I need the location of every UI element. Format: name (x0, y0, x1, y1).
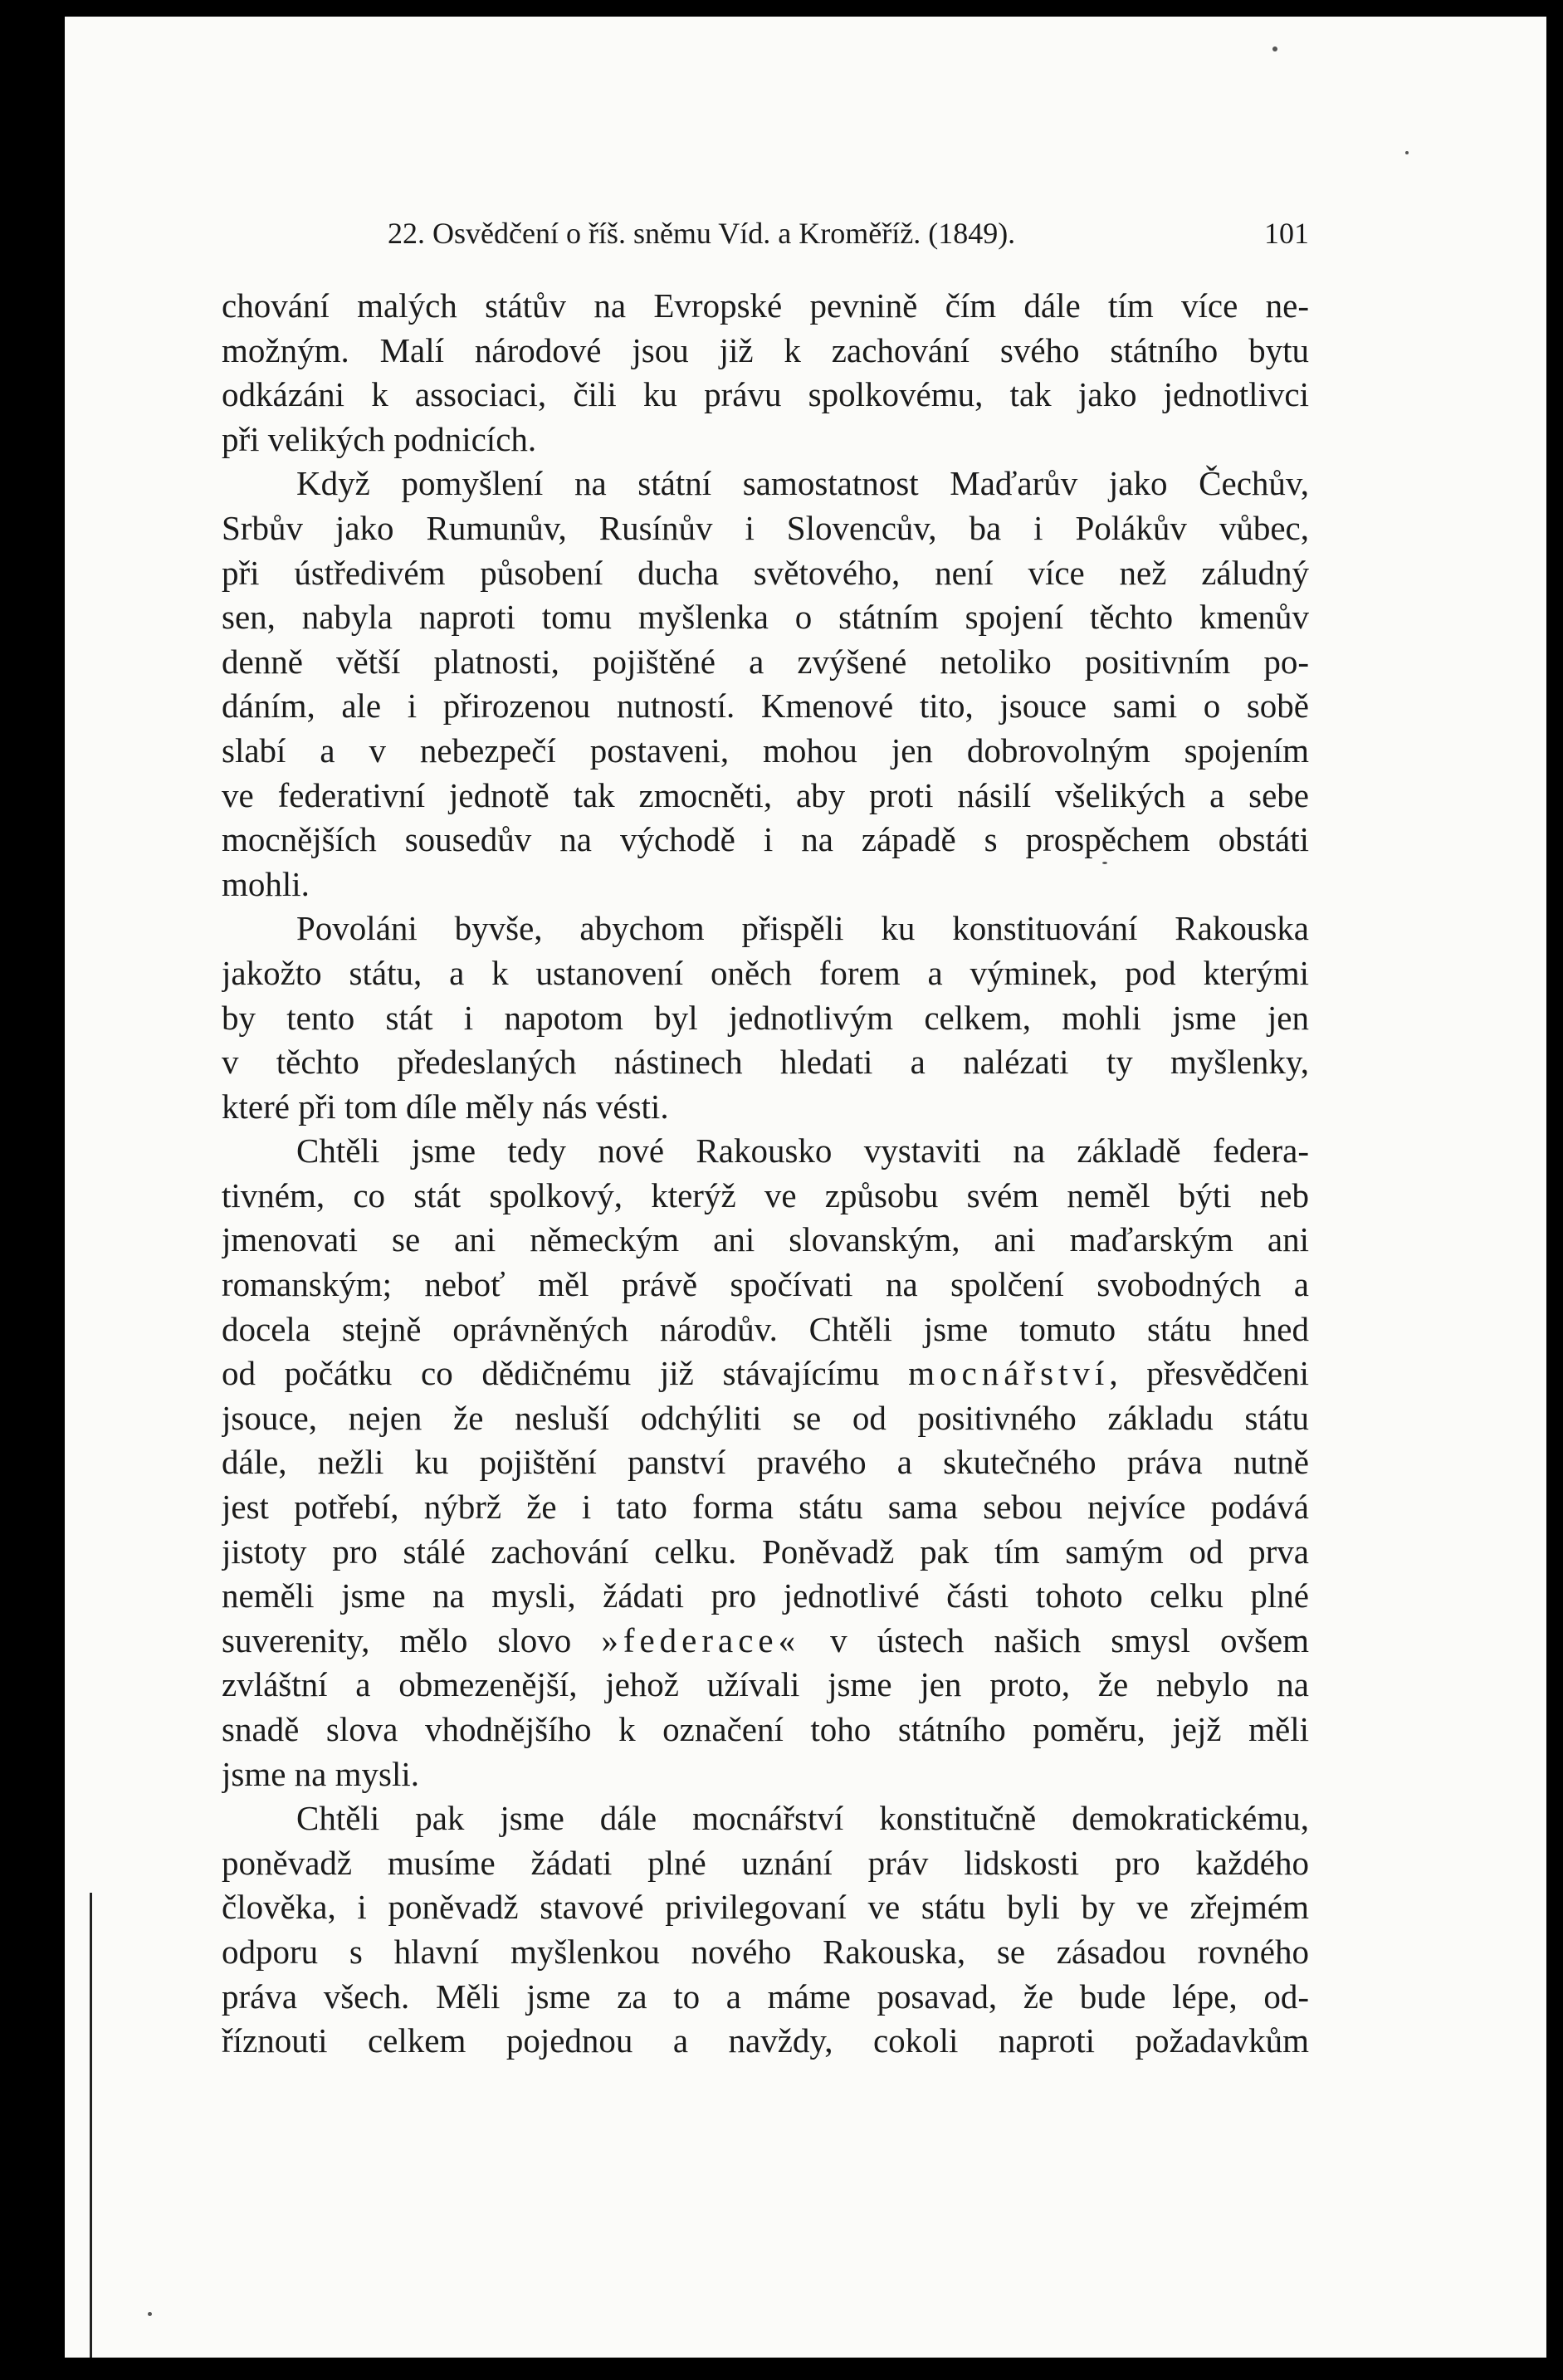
text-line: práva všech. Měli jsme za to a máme posavad, že bude lépe, od- (222, 1977, 1309, 2016)
text-line: jsouce, nejen že nesluší odchýliti se od positivného základu státu (222, 1398, 1309, 1437)
text-line-monarchy (222, 1351, 1309, 1396)
text-line: mohli. (222, 864, 310, 903)
body-text (222, 284, 1309, 2064)
text-line: slabí a v nebezpečí postaveni, mohou jen dobrovolným spojením (222, 731, 1309, 770)
text-line: říznouti celkem pojednou a navždy, cokoli naproti požadavkům (222, 2021, 1309, 2060)
text-line: Chtěli pak jsme dále mocnářství konstitučně demokratickému, (296, 1799, 1309, 1838)
gutter-edge (90, 1893, 92, 2358)
text-segment: od počátku co dědičnému již stávajícímu (222, 1354, 880, 1393)
text-segment: suverenity, mělo slovo (222, 1620, 572, 1659)
text-line: snadě slova vhodnějšího k označení toho státního poměru, jejž měli (222, 1710, 1309, 1748)
text-line: Chtěli jsme tedy nové Rakousko vystaviti na základě federa- (296, 1131, 1309, 1170)
text-line: zvláštní a obmezenější, jehož užívali jsme jen proto, že nebylo na (222, 1665, 1309, 1704)
text-line: chování malých státův na Evropské pevnině čím dále tím více ne- (222, 286, 1309, 325)
text-segment: , přesvědčeni (1109, 1354, 1309, 1393)
page-number: 101 (1264, 217, 1309, 250)
text-line: odkázáni k associaci, čili ku právu spolkovému, tak jako jednotlivci (222, 375, 1309, 414)
text-line: denně větší platnosti, pojištěné a zvýšené netoliko positivním po- (222, 642, 1309, 681)
text-line: by tento stát i napotom byl jednotlivým celkem, mohli jsme jen (222, 998, 1309, 1037)
text-line-federace (222, 1619, 1309, 1664)
text-line: mocnějších sousedův na východě i na západě s prospěchem obstáti (222, 820, 1309, 859)
spaced-word: »federace« (601, 1620, 801, 1659)
text-line: jakožto státu, a k ustanovení oněch forem a výminek, pod kterými (222, 953, 1309, 992)
running-head (222, 216, 1309, 254)
text-line: jsme na mysli. (222, 1754, 420, 1793)
text-line: ve federativní jednotě tak zmocněti, aby proti násilí všelikých a sebe (222, 775, 1309, 814)
text-line: dále, nežli ku pojištění panství pravého a skutečného práva nutně (222, 1443, 1309, 1482)
text-line: neměli jsme na mysli, žádati pro jednotlivé části tohoto celku plné (222, 1576, 1309, 1615)
text-line: jest potřebí, nýbrž že i tato forma státu sama sebou nejvíce podává (222, 1488, 1309, 1527)
text-line: sen, nabyla naproti tomu myšlenka o státním spojení těchto kmenův (222, 598, 1309, 637)
text-line: Srbův jako Rumunův, Rusínův i Slovencův, ba i Polákův vůbec, (222, 508, 1309, 547)
dust-speck (148, 2312, 152, 2316)
text-line: docela stejně oprávněných národův. Chtěli jsme tomuto státu hned (222, 1309, 1309, 1348)
text-line: romanským; neboť měl právě spočívati na spolčení svobodných a (222, 1265, 1309, 1304)
running-head-title: 22. Osvědčení o říš. sněmu Víd. a Kroměříž. (1849). (388, 217, 1016, 250)
dust-speck (1272, 46, 1277, 51)
text-line: tivném, co stát spolkový, kterýž ve způsobu svém neměl býti neb (222, 1175, 1309, 1214)
spaced-word: mocnářství (908, 1354, 1110, 1393)
text-line: odporu s hlavní myšlenkou nového Rakouska, se zásadou rovného (222, 1932, 1309, 1971)
text-line: při ústředivém působení ducha světového, není více než záludný (222, 553, 1309, 592)
text-line: dáním, ale i přirozenou nutností. Kmenové tito, jsouce sami o sobě (222, 687, 1309, 726)
text-line: poněvadž musíme žádati plné uznání práv lidskosti pro každého (222, 1843, 1309, 1882)
text-segment: v ústech našich smysl ovšem (800, 1620, 1309, 1659)
text-line: které při tom díle měly nás vésti. (222, 1087, 669, 1126)
text-line: při velikých podnicích. (222, 419, 537, 458)
text-line: jistoty pro stálé zachování celku. Poněvadž pak tím samým od prva (222, 1532, 1309, 1571)
text-line: Když pomyšlení na státní samostatnost Maďarův jako Čechův, (296, 464, 1309, 503)
text-line: možným. Malí národové jsou již k zachování svého státního bytu (222, 330, 1309, 369)
text-line: jmenovati se ani německým ani slovanským, ani maďarským ani (222, 1220, 1309, 1259)
text-line: člověka, i poněvadž stavové privilegovaní ve státu byli by ve zřejmém (222, 1888, 1309, 1927)
text-line: v těchto předeslaných nástinech hledati a nalézati ty myšlenky, (222, 1043, 1309, 1082)
dust-speck (1405, 151, 1409, 154)
text-line: Povoláni byvše, abychom přispěli ku konstituování Rakouska (296, 909, 1309, 948)
